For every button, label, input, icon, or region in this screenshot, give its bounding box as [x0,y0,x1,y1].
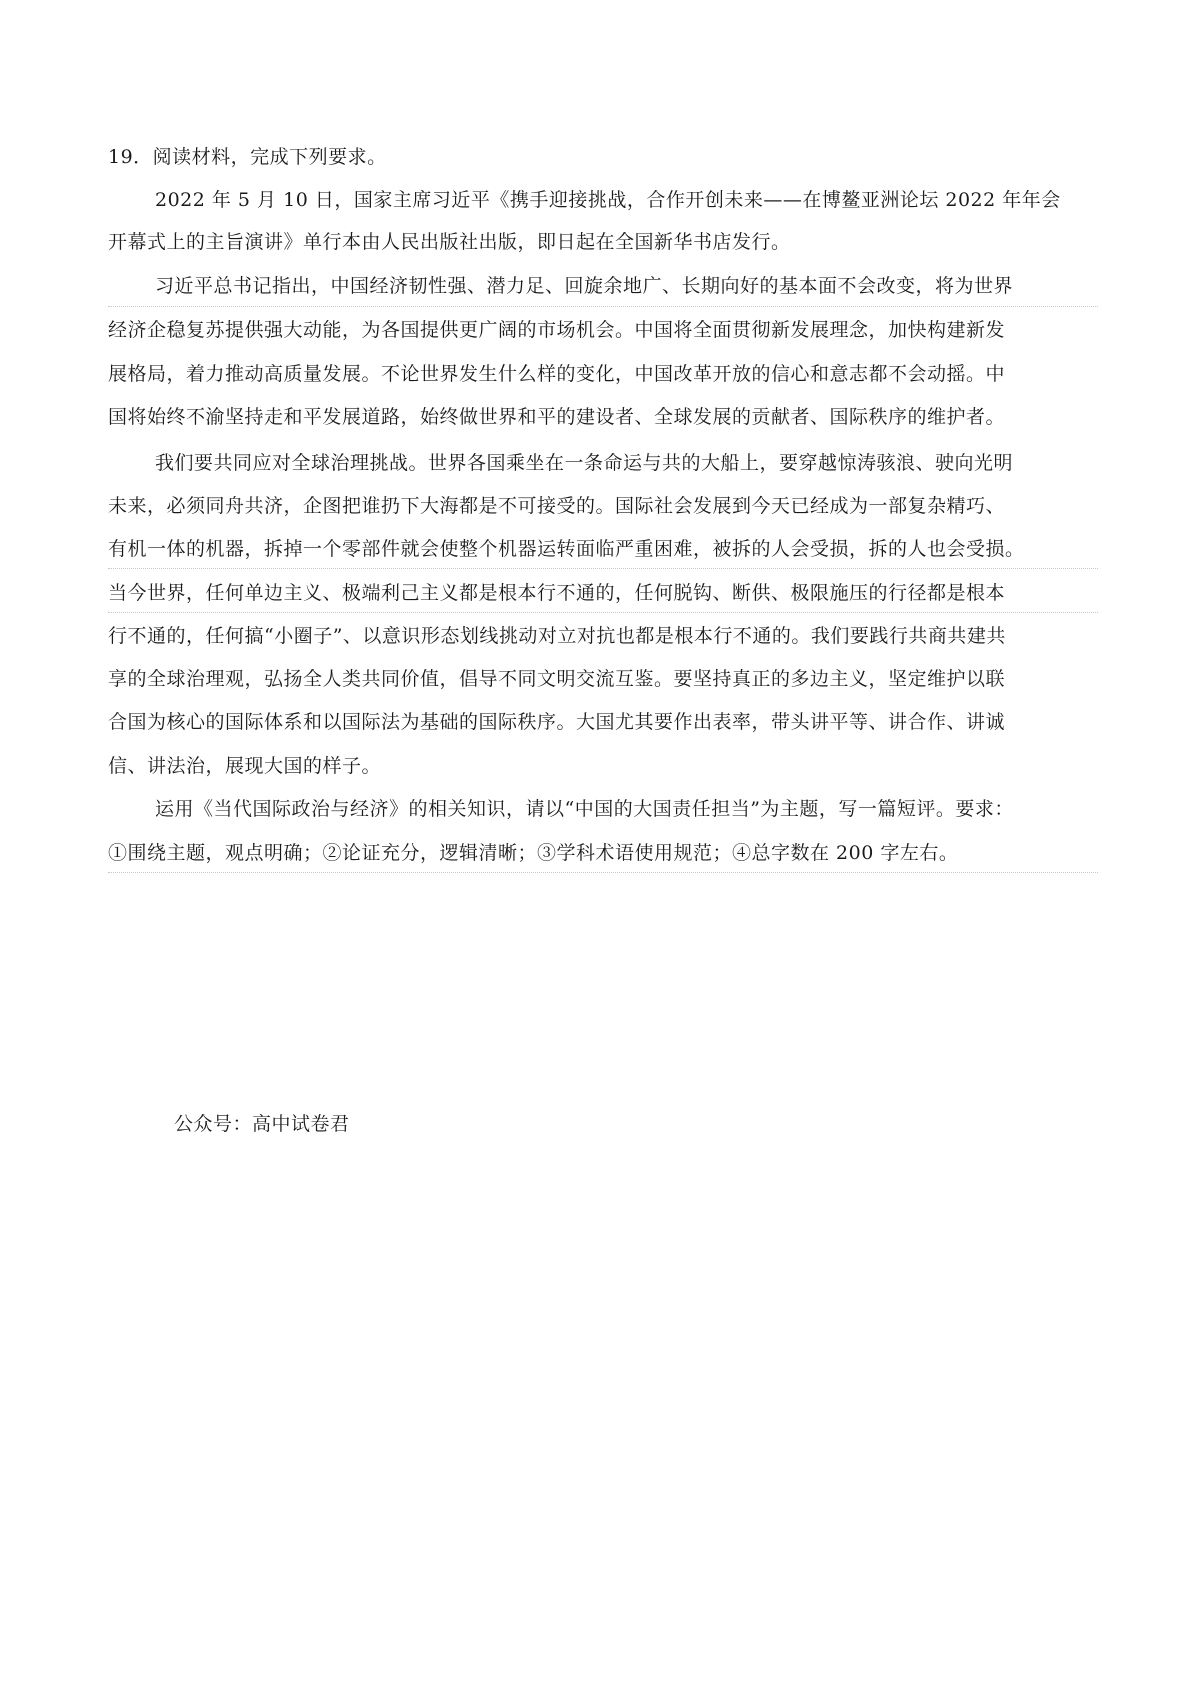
paragraph3-line-8: 信、讲法治，展现大国的样子。 [108,755,382,777]
dotted-divider [108,872,1098,873]
task-line-2: ①围绕主题，观点明确；②论证充分，逻辑清晰；③学科术语使用规范；④总字数在 200 字左右。 [108,842,959,864]
dotted-divider [108,568,1098,569]
paragraph2-line-2: 经济企稳复苏提供强大动能，为各国提供更广阔的市场机会。中国将全面贯彻新发展理念，加快构建新发 [108,319,1006,341]
dotted-divider [108,306,1098,307]
task-line-1: 运用《当代国际政治与经济》的相关知识，请以“中国的大国责任担当”为主题，写一篇短评。要求： [155,798,1014,820]
paragraph3-line-2: 未来，必须同舟共济，企图把谁扔下大海都是不可接受的。国际社会发展到今天已经成为一部复杂精巧、 [108,495,1006,517]
footer-note: 公众号：高中试卷君 [174,1113,350,1135]
question-header: 19．阅读材料，完成下列要求。 [108,146,387,168]
paragraph2-line-4: 国将始终不渝坚持走和平发展道路，始终做世界和平的建设者、全球发展的贡献者、国际秩序的维护者。 [108,406,1006,428]
paragraph3-line-4: 当今世界，任何单边主义、极端利己主义都是根本行不通的，任何脱钩、断供、极限施压的行径都是根本 [108,582,1006,604]
paragraph1-line-1: 2022 年 5 月 10 日，国家主席习近平《携手迎接挑战，合作开创未来——在博鳌亚洲论坛 2022 年年会 [155,189,1061,211]
paragraph2-line-3: 展格局，着力推动高质量发展。不论世界发生什么样的变化，中国改革开放的信心和意志都不会动摇。中 [108,363,1006,385]
paragraph1-line-2: 开幕式上的主旨演讲》单行本由人民出版社出版，即日起在全国新华书店发行。 [108,231,791,253]
paragraph2-line-1: 习近平总书记指出，中国经济韧性强、潜力足、回旋余地广、长期向好的基本面不会改变，将为世界 [155,275,1014,297]
paragraph3-line-5: 行不通的，任何搞“小圈子”、以意识形态划线挑动对立对抗也都是根本行不通的。我们要践行共商共建共 [108,625,1006,647]
dotted-divider [108,612,1098,613]
paragraph3-line-6: 享的全球治理观，弘扬全人类共同价值，倡导不同文明交流互鉴。要坚持真正的多边主义，坚定维护以联 [108,668,1006,690]
paragraph3-line-7: 合国为核心的国际体系和以国际法为基础的国际秩序。大国尤其要作出表率，带头讲平等、讲合作、讲诚 [108,711,1006,733]
paragraph3-line-3: 有机一体的机器，拆掉一个零部件就会使整个机器运转面临严重困难，被拆的人会受损，拆的人也会受损。 [108,538,1025,560]
paragraph3-line-1: 我们要共同应对全球治理挑战。世界各国乘坐在一条命运与共的大船上，要穿越惊涛骇浪、驶向光明 [155,452,1014,474]
